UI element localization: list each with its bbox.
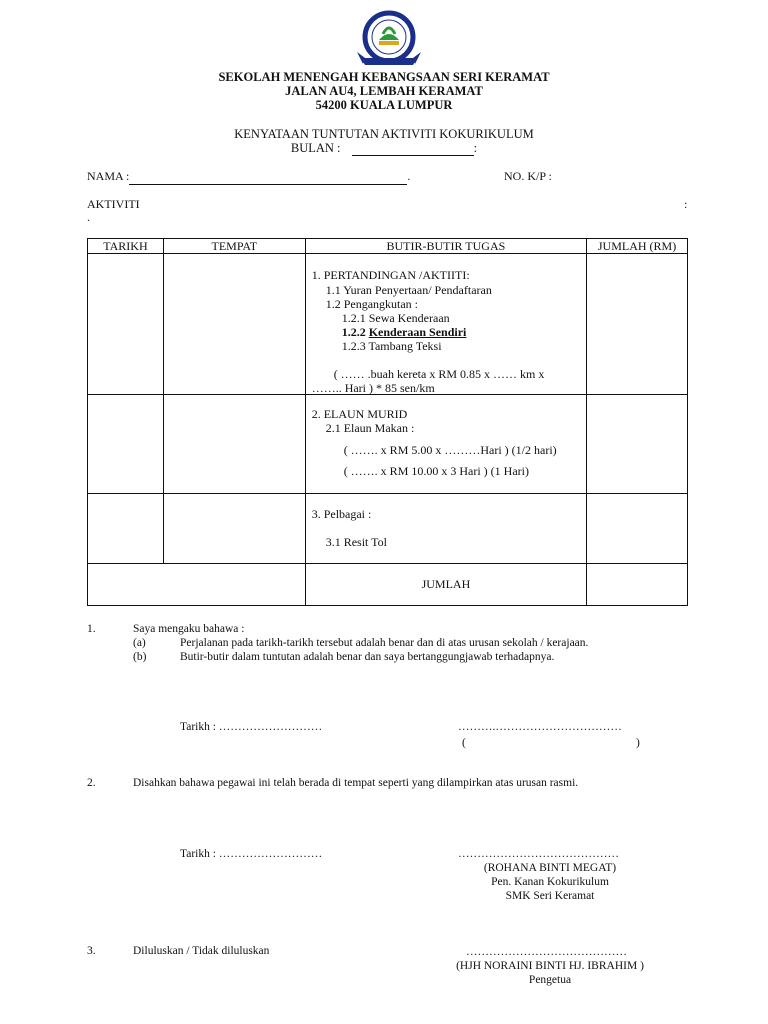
total-label: JUMLAH	[421, 577, 471, 591]
decl-b-text: Butir-butir dalam tuntutan adalah benar dan saya bertanggungjawab terhadapnya.	[180, 651, 555, 663]
paren-close: )	[636, 737, 640, 749]
total-amount-cell[interactable]	[587, 564, 688, 606]
section1-item: 1.2.1 Sewa Kenderaan	[341, 311, 450, 325]
officer-school: SMK Seri Keramat	[505, 890, 595, 902]
butir-cell-2	[305, 395, 586, 494]
nokp-label: NO. K/P :	[504, 169, 552, 183]
table-row	[88, 395, 688, 494]
section2-item: ( ……. x RM 5.00 x ………Hari ) (1/2 hari)	[343, 443, 557, 457]
school-address-line1: JALAN AU4, LEMBAH KERAMAT	[285, 84, 483, 98]
jumlah-cell[interactable]	[587, 395, 688, 494]
paren-open: (	[462, 737, 466, 749]
section1-item: 1.1 Yuran Penyertaan/ Pendaftaran	[325, 283, 492, 297]
decl-a-label: (a)	[133, 637, 146, 649]
decl-b-label: (b)	[133, 651, 147, 663]
school-logo	[355, 8, 423, 70]
claim-table	[87, 238, 688, 606]
mileage-formula-2: …….. Hari ) * 85 sen/km	[311, 381, 435, 395]
aktiviti-label: AKTIVITI	[87, 197, 140, 211]
decl-a-text: Perjalanan pada tarikh-tarikh tersebut adalah benar dan di atas urusan sekolah / kerajaan.	[180, 637, 589, 649]
header-jumlah: JUMLAH (RM)	[587, 239, 688, 254]
aktiviti-dot: .	[87, 210, 90, 224]
table-header-row	[88, 239, 688, 254]
officer-title: Pen. Kanan Kokurikulum	[491, 876, 609, 888]
nama-label: NAMA :	[87, 169, 130, 183]
tempat-cell[interactable]	[163, 395, 305, 494]
decl-num-2: 2.	[87, 777, 96, 789]
school-header	[0, 70, 768, 112]
school-address-line2: 54200 KUALA LUMPUR	[315, 98, 453, 112]
header-butir: BUTIR-BUTIR TUGAS	[305, 239, 586, 254]
header-tempat: TEMPAT	[163, 239, 305, 254]
section2-item: 2.1 Elaun Makan :	[325, 421, 415, 435]
section1-title: 1. PERTANDINGAN /AKTIITI:	[311, 268, 470, 282]
section2-title: 2. ELAUN MURID	[311, 407, 408, 421]
section1-item: 1.2.3 Tambang Teksi	[341, 339, 442, 353]
nama-field[interactable]	[129, 169, 407, 185]
tempat-cell[interactable]	[163, 494, 305, 564]
signature-line-2[interactable]: ……………………………………	[458, 848, 619, 860]
signature-line-1[interactable]: ……….……………………………	[458, 721, 622, 733]
aktiviti-colon: :	[684, 197, 688, 211]
date-field-2[interactable]: Tarikh : ………………………	[180, 848, 323, 860]
section2-item: ( ……. x RM 10.00 x 3 Hari ) (1 Hari)	[343, 464, 529, 478]
decl-num-1: 1.	[87, 623, 96, 635]
month-field[interactable]	[352, 141, 474, 156]
header-tarikh: TARIKH	[88, 239, 164, 254]
decl-text-3[interactable]: Diluluskan / Tidak diluluskan	[133, 945, 270, 957]
decl-text-2: Disahkan bahawa pegawai ini telah berada di tempat seperti yang dilampirkan atas urusan rasmi.	[133, 777, 579, 789]
total-empty-cell	[88, 564, 306, 606]
section3-item: 3.1 Resit Tol	[325, 535, 387, 549]
table-row	[88, 494, 688, 564]
principal-title: Pengetua	[528, 974, 572, 986]
decl-text-1: Saya mengaku bahawa :	[133, 623, 245, 635]
date-field-1[interactable]: Tarikh : ………………………	[180, 721, 323, 733]
tarikh-cell[interactable]	[88, 395, 164, 494]
total-label-cell	[305, 564, 586, 606]
school-name: SEKOLAH MENENGAH KEBANGSAAN SERI KERAMAT	[218, 70, 550, 84]
principal-name: (HJH NORAINI BINTI HJ. IBRAHIM )	[456, 960, 644, 972]
tempat-cell[interactable]	[163, 254, 305, 395]
section3-title: 3. Pelbagai :	[311, 507, 372, 521]
section1-item-selected: 1.2.2 Kenderaan Sendiri	[341, 325, 467, 339]
name-row: NAMA : .	[87, 169, 411, 183]
month-line: BULAN : :	[290, 141, 478, 155]
tarikh-cell[interactable]	[88, 254, 164, 395]
butir-cell-3	[305, 494, 586, 564]
jumlah-cell[interactable]	[587, 254, 688, 395]
jumlah-cell[interactable]	[587, 494, 688, 564]
form-title: KENYATAAN TUNTUTAN AKTIVITI KOKURIKULUM	[234, 127, 534, 141]
tarikh-cell[interactable]	[88, 494, 164, 564]
table-total-row	[88, 564, 688, 606]
butir-cell-1	[305, 254, 586, 395]
table-row	[88, 254, 688, 395]
officer-name: (ROHANA BINTI MEGAT)	[483, 862, 617, 874]
month-label: BULAN :	[290, 141, 341, 155]
mileage-formula: ( …… .buah kereta x RM 0.85 x …… km x	[333, 367, 545, 381]
section1-item: 1.2 Pengangkutan :	[325, 297, 419, 311]
signature-line-3[interactable]: ……………………………………	[466, 946, 627, 958]
form-title-block	[0, 127, 768, 156]
decl-num-3: 3.	[87, 945, 96, 957]
